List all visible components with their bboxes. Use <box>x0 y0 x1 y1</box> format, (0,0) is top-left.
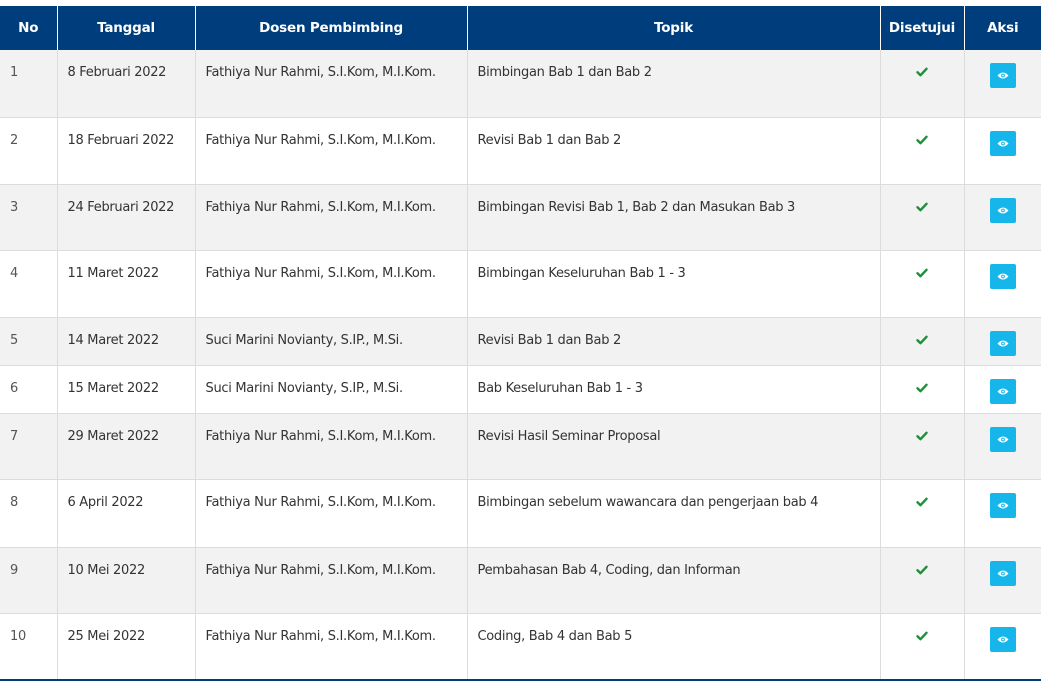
cell-no: 9 <box>0 547 57 613</box>
check-icon <box>916 132 928 144</box>
cell-tanggal: 15 Maret 2022 <box>57 365 195 413</box>
view-button[interactable] <box>990 493 1016 518</box>
cell-tanggal: 8 Februari 2022 <box>57 50 195 117</box>
cell-aksi <box>964 117 1041 184</box>
cell-dosen-pembimbing: Fathiya Nur Rahmi, S.I.Kom, M.I.Kom. <box>195 479 467 547</box>
table-row <box>0 250 1041 317</box>
table-row <box>0 184 1041 250</box>
cell-topik: Bimbingan sebelum wawancara dan pengerjaan bab 4 <box>467 479 880 547</box>
eye-icon <box>997 139 1009 148</box>
cell-disetujui <box>880 184 964 250</box>
eye-icon <box>997 272 1009 281</box>
eye-icon <box>997 387 1009 396</box>
cell-no: 5 <box>0 317 57 365</box>
eye-icon <box>997 501 1009 510</box>
cell-tanggal: 11 Maret 2022 <box>57 250 195 317</box>
table-row <box>0 613 1041 680</box>
cell-disetujui <box>880 613 964 680</box>
table-row <box>0 413 1041 479</box>
cell-tanggal: 24 Februari 2022 <box>57 184 195 250</box>
cell-aksi <box>964 613 1041 680</box>
cell-dosen-pembimbing: Fathiya Nur Rahmi, S.I.Kom, M.I.Kom. <box>195 547 467 613</box>
cell-disetujui <box>880 479 964 547</box>
cell-tanggal: 25 Mei 2022 <box>57 613 195 680</box>
header-no: No <box>0 6 57 50</box>
cell-aksi <box>964 317 1041 365</box>
eye-icon <box>997 435 1009 444</box>
table-row <box>0 50 1041 117</box>
cell-aksi <box>964 479 1041 547</box>
cell-dosen-pembimbing: Fathiya Nur Rahmi, S.I.Kom, M.I.Kom. <box>195 250 467 317</box>
header-dosen-pembimbing: Dosen Pembimbing <box>195 6 467 50</box>
header-topik: Topik <box>467 6 880 50</box>
cell-no: 10 <box>0 613 57 680</box>
cell-aksi <box>964 184 1041 250</box>
cell-tanggal: 6 April 2022 <box>57 479 195 547</box>
eye-icon <box>997 206 1009 215</box>
cell-dosen-pembimbing: Fathiya Nur Rahmi, S.I.Kom, M.I.Kom. <box>195 613 467 680</box>
view-button[interactable] <box>990 264 1016 289</box>
view-button[interactable] <box>990 427 1016 452</box>
cell-disetujui <box>880 317 964 365</box>
header-tanggal: Tanggal <box>57 6 195 50</box>
cell-topik: Bab Keseluruhan Bab 1 - 3 <box>467 365 880 413</box>
cell-disetujui <box>880 117 964 184</box>
cell-dosen-pembimbing: Fathiya Nur Rahmi, S.I.Kom, M.I.Kom. <box>195 117 467 184</box>
cell-topik: Bimbingan Revisi Bab 1, Bab 2 dan Masukan Bab 3 <box>467 184 880 250</box>
cell-topik: Coding, Bab 4 dan Bab 5 <box>467 613 880 680</box>
check-icon <box>916 628 928 640</box>
cell-no: 3 <box>0 184 57 250</box>
table-row <box>0 317 1041 365</box>
cell-topik: Revisi Bab 1 dan Bab 2 <box>467 317 880 365</box>
check-icon <box>916 380 928 392</box>
cell-dosen-pembimbing: Fathiya Nur Rahmi, S.I.Kom, M.I.Kom. <box>195 50 467 117</box>
cell-disetujui <box>880 250 964 317</box>
cell-tanggal: 10 Mei 2022 <box>57 547 195 613</box>
table-row <box>0 365 1041 413</box>
cell-topik: Revisi Hasil Seminar Proposal <box>467 413 880 479</box>
cell-no: 6 <box>0 365 57 413</box>
view-button[interactable] <box>990 331 1016 356</box>
cell-aksi <box>964 547 1041 613</box>
view-button[interactable] <box>990 379 1016 404</box>
view-button[interactable] <box>990 561 1016 586</box>
check-icon <box>916 199 928 211</box>
cell-disetujui <box>880 50 964 117</box>
cell-aksi <box>964 50 1041 117</box>
cell-disetujui <box>880 365 964 413</box>
view-button[interactable] <box>990 131 1016 156</box>
cell-no: 4 <box>0 250 57 317</box>
eye-icon <box>997 339 1009 348</box>
check-icon <box>916 265 928 277</box>
table-row <box>0 547 1041 613</box>
table-row <box>0 117 1041 184</box>
bimbingan-table <box>0 6 1041 681</box>
cell-aksi <box>964 365 1041 413</box>
check-icon <box>916 494 928 506</box>
table-header-row <box>0 6 1041 50</box>
view-button[interactable] <box>990 63 1016 88</box>
cell-topik: Revisi Bab 1 dan Bab 2 <box>467 117 880 184</box>
cell-dosen-pembimbing: Suci Marini Novianty, S.IP., M.Si. <box>195 317 467 365</box>
cell-tanggal: 14 Maret 2022 <box>57 317 195 365</box>
cell-disetujui <box>880 413 964 479</box>
table-body <box>0 50 1041 680</box>
eye-icon <box>997 635 1009 644</box>
cell-no: 2 <box>0 117 57 184</box>
cell-tanggal: 18 Februari 2022 <box>57 117 195 184</box>
cell-dosen-pembimbing: Fathiya Nur Rahmi, S.I.Kom, M.I.Kom. <box>195 184 467 250</box>
cell-tanggal: 29 Maret 2022 <box>57 413 195 479</box>
cell-aksi <box>964 413 1041 479</box>
cell-no: 8 <box>0 479 57 547</box>
check-icon <box>916 562 928 574</box>
cell-topik: Bimbingan Keseluruhan Bab 1 - 3 <box>467 250 880 317</box>
eye-icon <box>997 71 1009 80</box>
check-icon <box>916 64 928 76</box>
eye-icon <box>997 569 1009 578</box>
cell-topik: Pembahasan Bab 4, Coding, dan Informan <box>467 547 880 613</box>
cell-disetujui <box>880 547 964 613</box>
cell-no: 7 <box>0 413 57 479</box>
cell-dosen-pembimbing: Suci Marini Novianty, S.IP., M.Si. <box>195 365 467 413</box>
cell-no: 1 <box>0 50 57 117</box>
check-icon <box>916 332 928 344</box>
cell-dosen-pembimbing: Fathiya Nur Rahmi, S.I.Kom, M.I.Kom. <box>195 413 467 479</box>
cell-aksi <box>964 250 1041 317</box>
cell-topik: Bimbingan Bab 1 dan Bab 2 <box>467 50 880 117</box>
table-row <box>0 479 1041 547</box>
header-aksi: Aksi <box>964 6 1041 50</box>
header-disetujui: Disetujui <box>880 6 964 50</box>
view-button[interactable] <box>990 627 1016 652</box>
check-icon <box>916 428 928 440</box>
view-button[interactable] <box>990 198 1016 223</box>
